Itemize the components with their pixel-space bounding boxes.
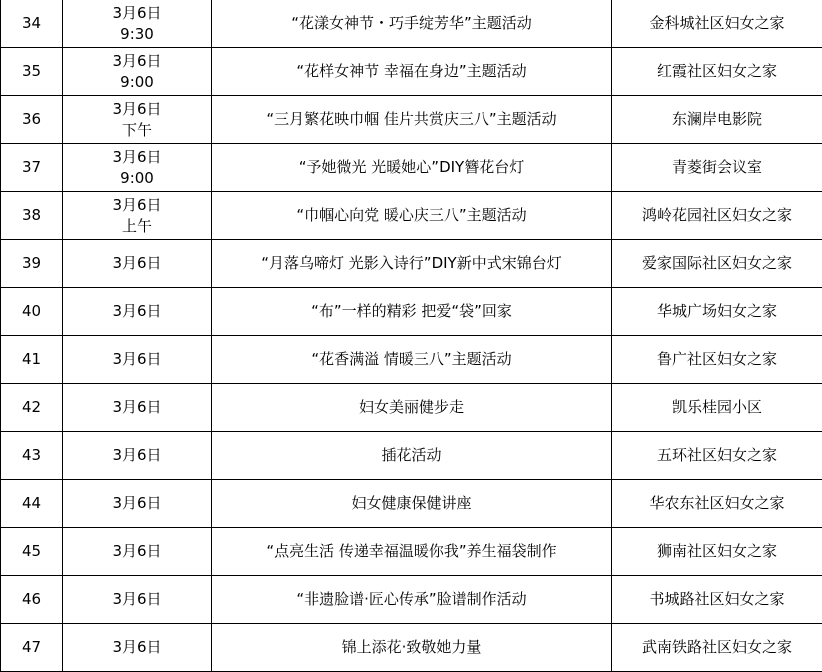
- time-text: 9:30: [120, 24, 154, 43]
- activity-cell: 妇女美丽健步走: [212, 384, 612, 432]
- row-number-cell: 37: [1, 144, 63, 192]
- location-cell: 东澜岸电影院: [612, 96, 822, 144]
- table-row: [1, 144, 822, 192]
- row-number-cell: 46: [1, 576, 63, 624]
- date-time-cell: [63, 48, 212, 96]
- location-cell: 金科城社区妇女之家: [612, 0, 822, 48]
- location-cell: 华城广场妇女之家: [612, 288, 822, 336]
- time-text: 9:00: [120, 72, 154, 91]
- date-time-cell: [63, 0, 212, 48]
- row-number-cell: 39: [1, 240, 63, 288]
- table-row: [1, 528, 822, 576]
- table-row: [1, 240, 822, 288]
- row-number-cell: 43: [1, 432, 63, 480]
- location-cell: 青菱街会议室: [612, 144, 822, 192]
- table-row: [1, 624, 822, 672]
- activity-table-body: [1, 0, 822, 672]
- row-number-cell: 40: [1, 288, 63, 336]
- time-text: 下午: [121, 120, 152, 139]
- row-number-cell: 44: [1, 480, 63, 528]
- date-cell: 3月6日: [63, 384, 212, 432]
- table-row: [1, 480, 822, 528]
- activity-cell: “非遗脸谱·匠心传承”脸谱制作活动: [212, 576, 612, 624]
- location-cell: 鸿岭花园社区妇女之家: [612, 192, 822, 240]
- table-row: [1, 336, 822, 384]
- location-cell: 书城路社区妇女之家: [612, 576, 822, 624]
- time-text: 上午: [121, 216, 152, 235]
- location-cell: 红霞社区妇女之家: [612, 48, 822, 96]
- activity-cell: “花样女神节 幸福在身边”主题活动: [212, 48, 612, 96]
- activity-cell: “巾帼心向党 暖心庆三八”主题活动: [212, 192, 612, 240]
- activity-cell: “三月繁花映巾帼 佳片共赏庆三八”主题活动: [212, 96, 612, 144]
- time-text: 9:00: [120, 168, 154, 187]
- activity-cell: “予她微光 光暖她心”DIY簪花台灯: [212, 144, 612, 192]
- date-cell: 3月6日: [63, 480, 212, 528]
- date-cell: 3月6日: [63, 240, 212, 288]
- date-cell: 3月6日: [63, 432, 212, 480]
- date-cell: 3月6日: [63, 336, 212, 384]
- activity-cell: 妇女健康保健讲座: [212, 480, 612, 528]
- date-cell: 3月6日: [63, 624, 212, 672]
- date-text: 3月6日: [112, 195, 162, 214]
- location-cell: 华农东社区妇女之家: [612, 480, 822, 528]
- row-number-cell: 38: [1, 192, 63, 240]
- date-time-cell: [63, 96, 212, 144]
- location-cell: 狮南社区妇女之家: [612, 528, 822, 576]
- row-number-cell: 36: [1, 96, 63, 144]
- activity-cell: “花漾女神节・巧手绽芳华”主题活动: [212, 0, 612, 48]
- date-text: 3月6日: [112, 3, 162, 22]
- location-cell: 五环社区妇女之家: [612, 432, 822, 480]
- row-number-cell: 35: [1, 48, 63, 96]
- row-number-cell: 41: [1, 336, 63, 384]
- activity-cell: 插花活动: [212, 432, 612, 480]
- table-row: [1, 48, 822, 96]
- row-number-cell: 34: [1, 0, 63, 48]
- table-row: [1, 96, 822, 144]
- table-row: [1, 288, 822, 336]
- table-row: [1, 192, 822, 240]
- location-cell: 鲁广社区妇女之家: [612, 336, 822, 384]
- location-cell: 凯乐桂园小区: [612, 384, 822, 432]
- table-row: [1, 0, 822, 48]
- row-number-cell: 42: [1, 384, 63, 432]
- activity-cell: 锦上添花·致敬她力量: [212, 624, 612, 672]
- activity-cell: “花香满溢 情暖三八”主题活动: [212, 336, 612, 384]
- date-cell: 3月6日: [63, 528, 212, 576]
- date-time-cell: [63, 144, 212, 192]
- date-text: 3月6日: [112, 99, 162, 118]
- table-row: [1, 384, 822, 432]
- date-text: 3月6日: [112, 147, 162, 166]
- table-row: [1, 576, 822, 624]
- date-text: 3月6日: [112, 51, 162, 70]
- activity-cell: “月落乌啼灯 光影入诗行”DIY新中式宋锦台灯: [212, 240, 612, 288]
- activity-cell: “点亮生活 传递幸福温暖你我”养生福袋制作: [212, 528, 612, 576]
- date-cell: 3月6日: [63, 576, 212, 624]
- activity-cell: “布”一样的精彩 把爱“袋”回家: [212, 288, 612, 336]
- row-number-cell: 45: [1, 528, 63, 576]
- table-row: [1, 432, 822, 480]
- date-time-cell: [63, 192, 212, 240]
- date-cell: 3月6日: [63, 288, 212, 336]
- location-cell: 武南铁路社区妇女之家: [612, 624, 822, 672]
- row-number-cell: 47: [1, 624, 63, 672]
- location-cell: 爱家国际社区妇女之家: [612, 240, 822, 288]
